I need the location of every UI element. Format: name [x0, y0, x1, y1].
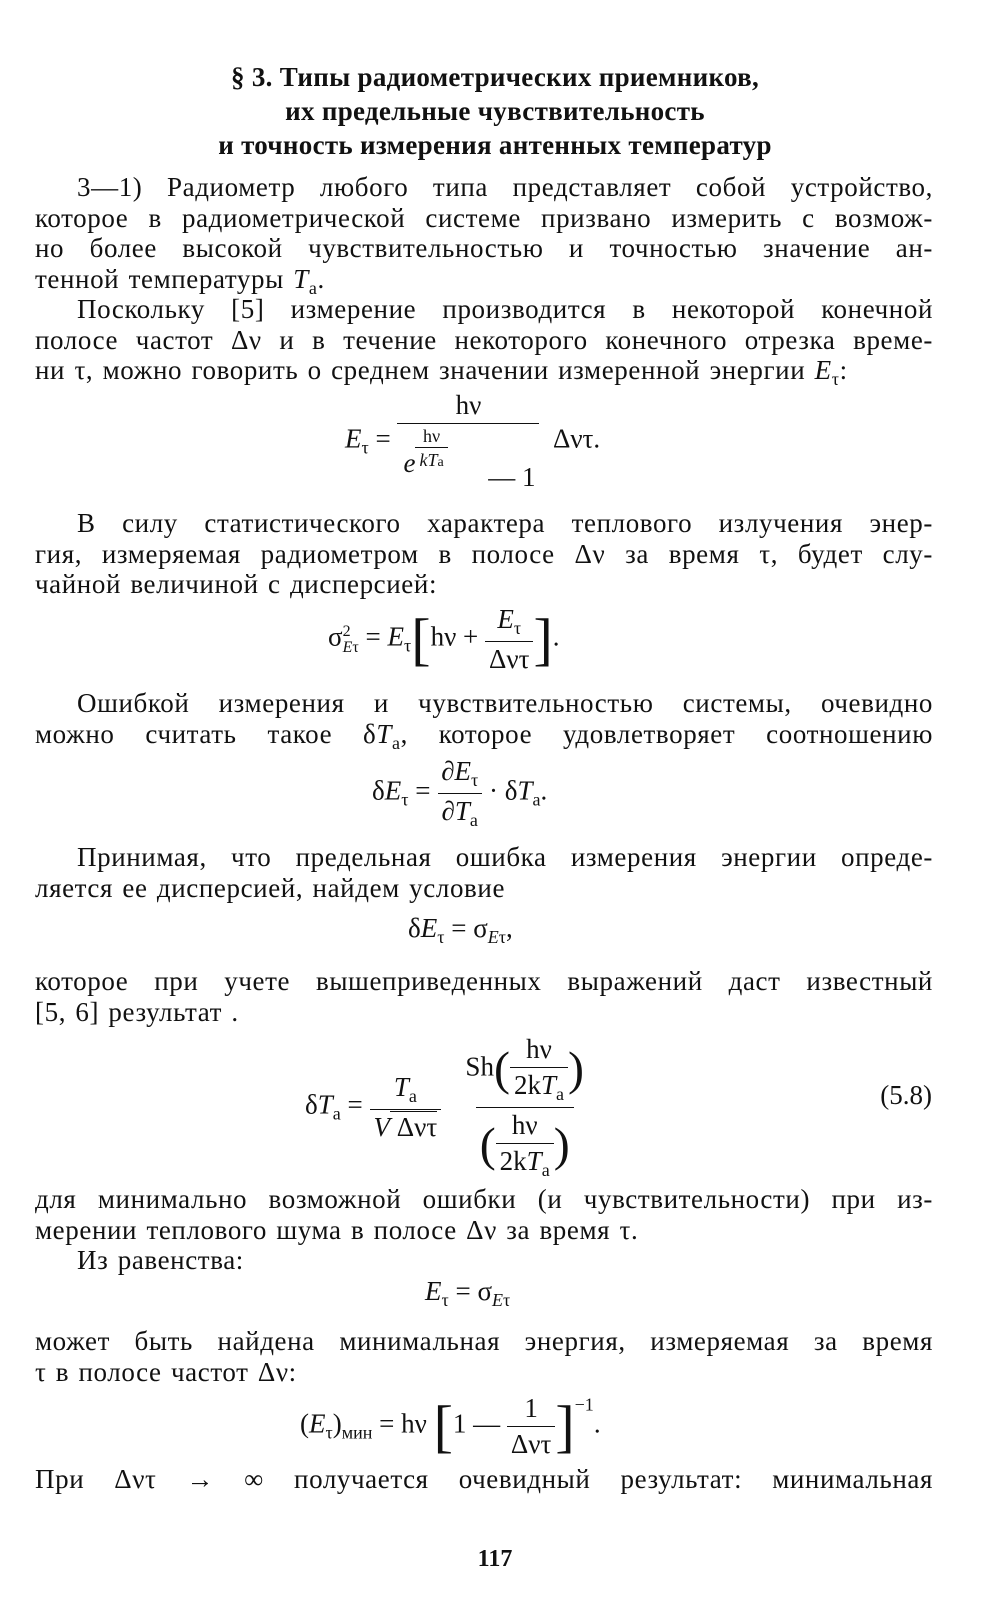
text-fragment: ни τ, можно говорить о среднем значении измеренной энергии: [35, 355, 806, 385]
text-line: для минимально возможной ошибки (и чувствительности) при из-: [35, 1184, 933, 1214]
heading-line-3: и точность измерения антенных температур: [218, 130, 772, 160]
text-line: [5, 6] результат .: [35, 996, 239, 1027]
paragraph-6: [35, 966, 933, 1027]
paragraph-7: [35, 1184, 933, 1245]
section-heading: [0, 60, 990, 162]
paragraph-8: [35, 1245, 933, 1276]
symbol-T: T: [293, 263, 309, 294]
subscript: τ: [831, 369, 840, 389]
equation-dispersion: σ 2 Eτ = $E_\tau[h\nu$ + $\frac{E_\tau}{\text{Δντ}}$ ].: [328, 604, 560, 674]
text-line: которое при учете вышеприведенных выражений даст известный: [35, 966, 933, 996]
heading-line-2: их предельные чувствительность: [285, 96, 705, 126]
text-fragment: , которое удовлетворяет соотношению: [400, 718, 933, 749]
equation-delta-energy: $\delta E_\tau$ = $\frac{\partial E_\tau}{\partial T_a}$ · $\delta T_a$.: [372, 756, 548, 830]
text-line: При Δντ → ∞ получается очевидный результат: минимальная: [35, 1464, 933, 1494]
text-line: Ошибкой измерения и чувствительностью системы, очевидно: [77, 688, 933, 718]
text-line: В силу статистического характера теплового излучения энер-: [77, 508, 933, 538]
text-line: ни τ, можно говорить о среднем значении измеренной энергии $E_\tau$:: [35, 355, 848, 389]
paragraph-3: [35, 508, 933, 600]
paragraph-5: [35, 842, 933, 903]
text-line: ляется ее дисперсией, найдем условие: [35, 872, 506, 903]
text-line: Из равенства:: [77, 1245, 244, 1275]
heading-line-1: § 3. Типы радиометрических приемников,: [230, 62, 760, 92]
page-number: 117: [477, 1546, 513, 1572]
text-line: 3—1) Радиометр любого типа представляет собой устройство,: [77, 172, 933, 202]
text-line: мерении теплового шума в полосе Δν за время τ.: [35, 1214, 639, 1245]
symbol-E: E: [814, 355, 832, 385]
text-line: τ в полосе частот Δν:: [35, 1356, 297, 1387]
equation-5-8: $\delta T_a$ = $\frac{T_a}{\text{V Δντ}}$ Sh( $\frac{h\nu}{2kT_a}$ ) ( $\frac{h\nu}{2kT_a}$ ): [305, 1034, 584, 1180]
equation-number: (5.8): [880, 1080, 932, 1110]
text-fragment: можно считать такое δ: [35, 718, 377, 749]
equation-energy: $E_\tau$ = hν e hν kTa — 1 Δντ.: [345, 390, 601, 492]
paragraph-10: [35, 1464, 933, 1495]
text-line: Принимая, что предельная ошибка измерения энергии опреде-: [77, 842, 933, 872]
text-line: Поскольку [5] измерение производится в некоторой конечной: [77, 294, 933, 324]
subscript: a: [308, 277, 318, 298]
paragraph-4: [35, 688, 933, 758]
text-line: которое в радиометрической системе призвано измерить с возмож-: [35, 202, 933, 233]
text-line: полосе частот Δν и в течение некоторого конечного отрезка време-: [35, 324, 933, 355]
equation-equality: $E_\tau = \sigma_{E\tau}$: [425, 1276, 511, 1310]
text-line: может быть найдена минимальная энергия, измеряемая за время: [35, 1326, 933, 1356]
text-line: но более высокой чувствительностью и точностью значение ан-: [35, 233, 933, 263]
text-line: тенной температуры $T_a$.: [35, 263, 325, 298]
subscript-min: мин: [341, 1422, 373, 1443]
equation-condition: $\delta E_\tau = \sigma_{E\tau}$,: [408, 913, 513, 947]
equation-min-energy: $(E_\tau)_{мин} = h\nu$ [1 — $\frac{1}{\text{Δντ}}$ ]$^{-1}$.: [300, 1393, 601, 1459]
paragraph-1: [35, 172, 933, 303]
text-fragment: тенной температуры: [35, 263, 284, 294]
text-line: чайной величиной с дисперсией:: [35, 569, 438, 599]
paragraph-9: [35, 1326, 933, 1387]
text-line: гия, измеряемая радиометром в полосе Δν за время τ, будет слу-: [35, 538, 933, 569]
text-line: можно считать такое $\delta T_a$, которое удовлетворяет соотношению: [35, 718, 933, 753]
paragraph-2: [35, 294, 933, 395]
